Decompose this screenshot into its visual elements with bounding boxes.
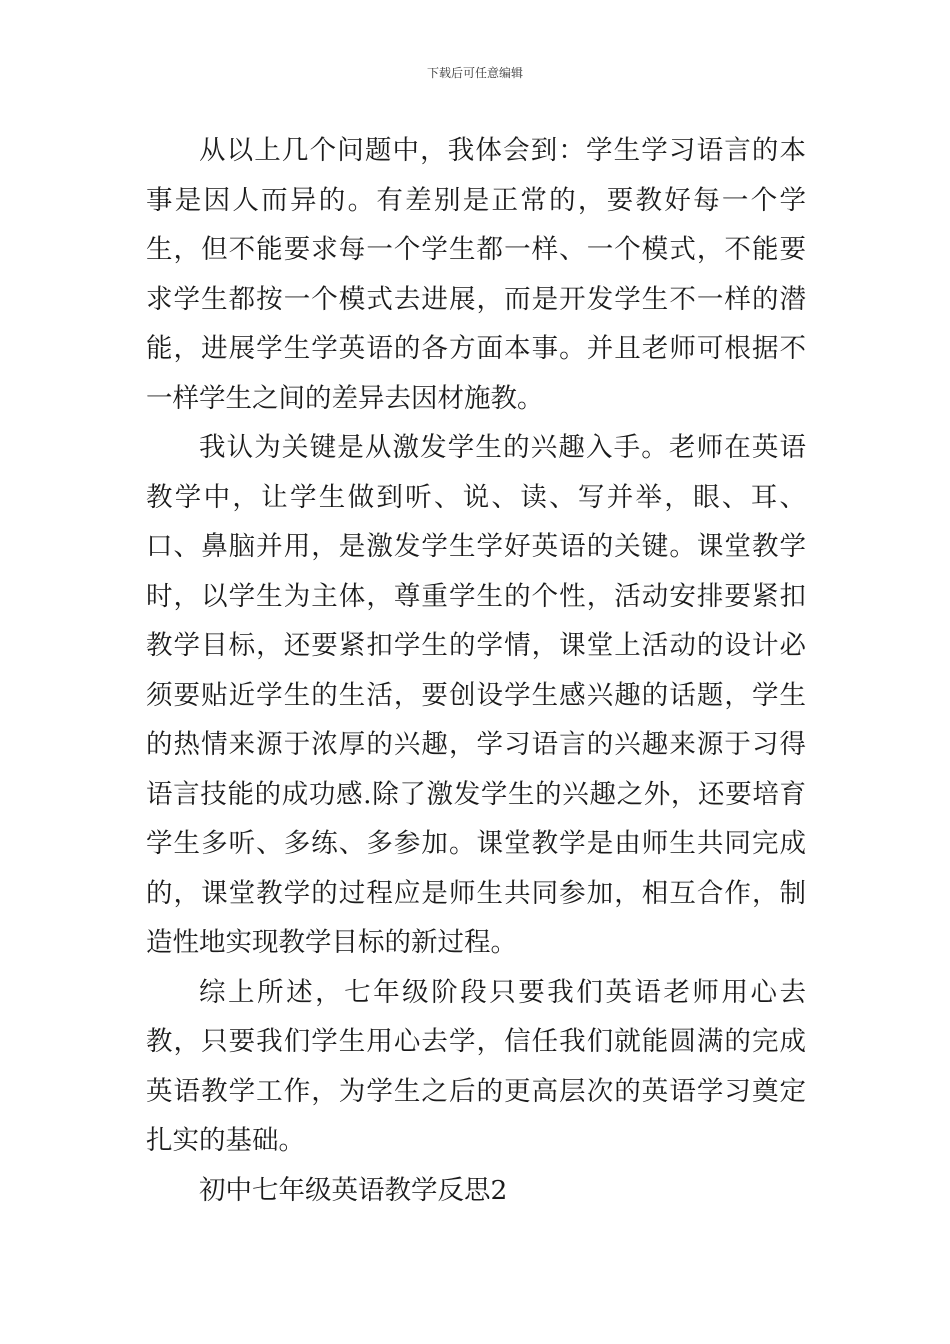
- paragraph-3: 综上所述，七年级阶段只要我们英语老师用心去教，只要我们学生用心去学，信任我们就能圆满的完成英语教学工作，为学生之后的更高层次的英语学习奠定扎实的基础。: [146, 976, 806, 1156]
- section-title: 初中七年级英语教学反思2: [199, 1174, 508, 1206]
- document-body: [146, 126, 806, 1215]
- page-header-note: 下载后可任意编辑: [426, 66, 523, 80]
- paragraph-1: 从以上几个问题中，我体会到：学生学习语言的本事是因人而异的。有差别是正常的，要教好每一个学生，但不能要求每一个学生都一样、一个模式，不能要求学生都按一个模式去进展，而是开发学生不一样的潜能，进展学生学英语的各方面本事。并且老师可根据不一样学生之间的差异去因材施教。: [146, 135, 806, 414]
- paragraph-2: 我认为关键是从激发学生的兴趣入手。老师在英语教学中，让学生做到听、说、读、写并举，眼、耳、口、鼻脑并用，是激发学生学好英语的关键。课堂教学时，以学生为主体，尊重学生的个性，活动安排要紧扣教学目标，还要紧扣学生的学情，课堂上活动的设计必须要贴近学生的生活，要创设学生感兴趣的话题，学生的热情来源于浓厚的兴趣，学习语言的兴趣来源于习得语言技能的成功感.除了激发学生的兴趣之外，还要培育学生多听、多练、多参加。课堂教学是由师生共同完成的，课堂教学的过程应是师生共同参加，相互合作，制造性地实现教学目标的新过程。: [146, 432, 806, 958]
